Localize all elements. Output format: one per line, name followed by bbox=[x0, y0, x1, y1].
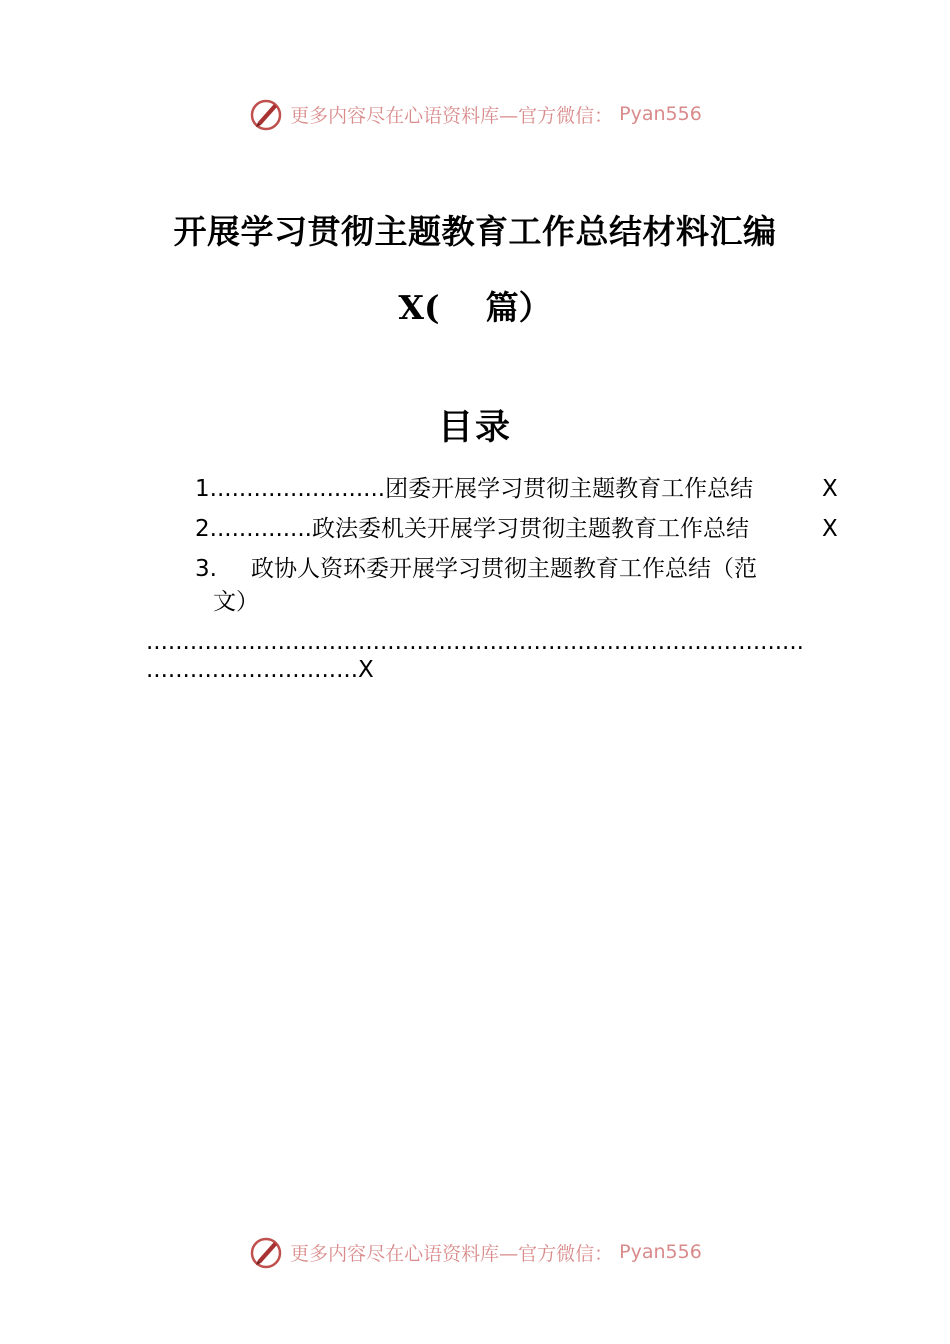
document-title: 开展学习贯彻主题教育工作总结材料汇编 bbox=[173, 212, 777, 251]
toc-item-2[interactable] bbox=[195, 513, 749, 545]
toc-item-number: 1 bbox=[195, 476, 210, 502]
toc-item-title: 政协人资环委开展学习贯彻主题教育工作总结（范 bbox=[250, 556, 757, 582]
toc-item-leader: ........................ bbox=[209, 476, 386, 502]
toc-item-3-title-continued: 文） bbox=[213, 589, 259, 615]
footer-watermark bbox=[0, 1234, 950, 1270]
pen-circle-logo-icon bbox=[248, 1234, 284, 1270]
document-subtitle: X( 篇） bbox=[398, 288, 552, 327]
toc-item-leader: ............................. bbox=[146, 657, 359, 683]
toc-item-title: 政法委机关开展学习贯彻主题教育工作总结 bbox=[312, 516, 749, 542]
toc-item-3-leader: .......................................................................................... bbox=[146, 629, 804, 655]
pen-circle-logo-icon bbox=[248, 96, 284, 132]
toc-item-3-leader-end bbox=[146, 654, 374, 686]
toc-item-title: 团委开展学习贯彻主题教育工作总结 bbox=[385, 476, 754, 502]
header-watermark bbox=[0, 96, 950, 132]
toc-item-1[interactable] bbox=[195, 473, 753, 505]
toc-item-leader: .............. bbox=[209, 516, 312, 542]
toc-item-number: 3. bbox=[195, 556, 217, 582]
toc-item-2-page: X bbox=[822, 516, 838, 542]
toc-heading: 目录 bbox=[437, 407, 512, 448]
watermark-wechat-id: Pyan556 bbox=[619, 1241, 702, 1263]
toc-item-3-page: X bbox=[358, 657, 374, 683]
watermark-text: 更多内容尽在心语资料库—官方微信： bbox=[290, 104, 614, 127]
toc-item-number: 2 bbox=[195, 516, 210, 542]
toc-item-3[interactable] bbox=[195, 553, 757, 585]
watermark-wechat-id: Pyan556 bbox=[619, 103, 702, 125]
watermark-text: 更多内容尽在心语资料库—官方微信： bbox=[290, 1242, 614, 1265]
toc-item-1-page: X bbox=[822, 476, 838, 502]
